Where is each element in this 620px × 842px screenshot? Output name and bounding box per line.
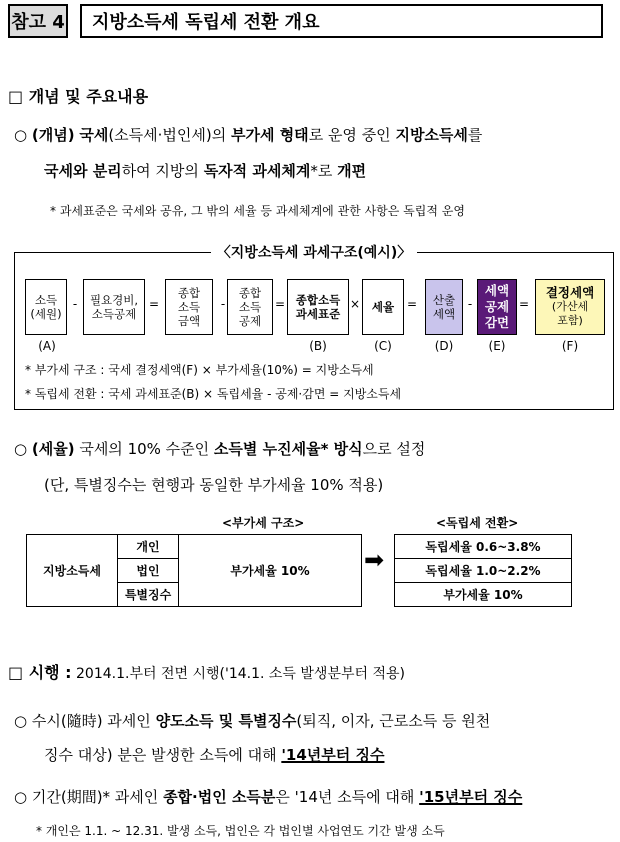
enforcement-footnote: * 개인은 1.1. ~ 12.31. 발생 소득, 법인은 각 법인별 사업연도 기간 발생 소득 <box>36 824 445 838</box>
box-tax-base: 종합소득 과세표준 <box>287 279 349 335</box>
enforcement-line-2: 징수 대상) 분은 발생한 소득에 대해 '14년부터 징수 <box>44 746 385 764</box>
box-expenses: 필요경비, 소득공제 <box>83 279 145 335</box>
label-e: (E) <box>488 339 506 353</box>
concept-line-2 <box>44 160 366 181</box>
label-b: (B) <box>309 339 327 353</box>
op-2: = <box>149 297 160 311</box>
enforcement-line-1 <box>14 710 490 731</box>
independent-table <box>394 534 572 607</box>
tax-structure-diagram <box>14 245 614 410</box>
text-run: 개편 <box>337 162 367 180</box>
diagram-line-independent: * 독립세 전환 : 국세 과세표준(B) × 독립세율 - 공제·감면 = 지방소득세 <box>25 387 402 401</box>
kind-individual: 개인 <box>118 535 179 559</box>
rate-individual: 독립세율 0.6~3.8% <box>395 535 572 559</box>
text-run: 국세와 분리 <box>44 162 122 180</box>
surtax-table <box>26 534 362 607</box>
op-8: = <box>519 297 530 311</box>
kind-withholding: 특별징수 <box>118 583 179 607</box>
text-run: 으로 설정 <box>362 440 426 458</box>
box-tax-credit: 세액 공제 감면 <box>477 279 517 335</box>
diagram-title: 〈지방소득세 과세구조(예시)〉 <box>15 242 613 262</box>
rate-withholding: 부가세율 10% <box>395 583 572 607</box>
text-run: 소득별 누진세율* 방식 <box>213 440 363 458</box>
text-run: 국세의 10% 수준인 <box>74 440 214 458</box>
text-run: ○ 수시(隨時) 과세인 <box>14 712 156 730</box>
text-run: 국세 <box>79 126 109 144</box>
box-calculated-tax: 산출 세액 <box>425 279 463 335</box>
box-tax-rate: 세율 <box>362 279 404 335</box>
box-gross-income: 종합 소득 금액 <box>165 279 213 335</box>
surtax-caption: <부가세 구조> <box>222 516 305 530</box>
enforcement-line-3: ○ 기간(期間)* 과세인 종합·법인 소득분은 '14년 소득에 대해 '15년부터 징수 <box>14 788 523 806</box>
independent-caption: <독립세 전환> <box>436 516 519 530</box>
text-run: 를 <box>467 126 483 144</box>
surtax-rate-cell: 부가세율 10% <box>179 535 362 607</box>
label-c: (C) <box>374 339 392 353</box>
op-4: = <box>275 297 286 311</box>
label-f: (F) <box>561 339 579 353</box>
appendix-tag: 참고 4 <box>8 4 68 38</box>
op-3: - <box>220 297 226 311</box>
text-run: 독자적 과세체계 <box>203 162 311 180</box>
text-run: 로 운영 중인 <box>308 126 396 144</box>
box-income: 소득 (세원) <box>25 279 67 335</box>
rate-line-1 <box>14 438 425 459</box>
text-run: 지방소득세 <box>395 126 468 144</box>
text-run: *로 <box>310 162 338 180</box>
section-title-concept: □ 개념 및 주요내용 <box>8 87 149 106</box>
text-run: 하여 지방의 <box>121 162 204 180</box>
page-title: 지방소득세 독립세 전환 개요 <box>80 4 603 38</box>
concept-line-1 <box>14 124 482 145</box>
text-run: (세율) <box>31 440 75 458</box>
text-run: (개념) <box>31 126 75 144</box>
op-1: - <box>72 297 78 311</box>
rate-corporate: 독립세율 1.0~2.2% <box>395 559 572 583</box>
op-6: = <box>407 297 418 311</box>
box-final-tax: 결정세액 (가산세 포함) <box>535 279 605 335</box>
label-d: (D) <box>434 339 454 353</box>
box-deduction: 종합 소득 공제 <box>227 279 273 335</box>
concept-footnote: * 과세표준은 국세와 공유, 그 밖의 세율 등 과세체계에 관한 사항은 독립적 운영 <box>50 204 465 218</box>
op-5: × <box>350 297 361 311</box>
text-run: (소득세·법인세)의 <box>108 126 231 144</box>
diagram-line-surtax: * 부가세 구조 : 국세 결정세액(F) × 부가세율(10%) = 지방소득세 <box>25 363 374 377</box>
text-run: 양도소득 및 특별징수 <box>155 712 297 730</box>
section-title-enforcement: □ 시행 : 2014.1.부터 전면 시행('14.1. 소득 발생분부터 적용) <box>8 663 405 682</box>
rate-line-2: (단, 특별징수는 현행과 동일한 부가세율 10% 적용) <box>44 476 384 494</box>
op-7: - <box>467 297 473 311</box>
text-run: 부가세 형태 <box>231 126 309 144</box>
arrow-right-icon: ➡ <box>364 546 385 574</box>
text-run: ○ <box>14 126 32 144</box>
text-run: ○ <box>14 440 32 458</box>
kind-corporate: 법인 <box>118 559 179 583</box>
row-head: 지방소득세 <box>27 535 118 607</box>
text-run: (퇴직, 이자, 근로소득 등 원천 <box>296 712 491 730</box>
label-a: (A) <box>38 339 56 353</box>
